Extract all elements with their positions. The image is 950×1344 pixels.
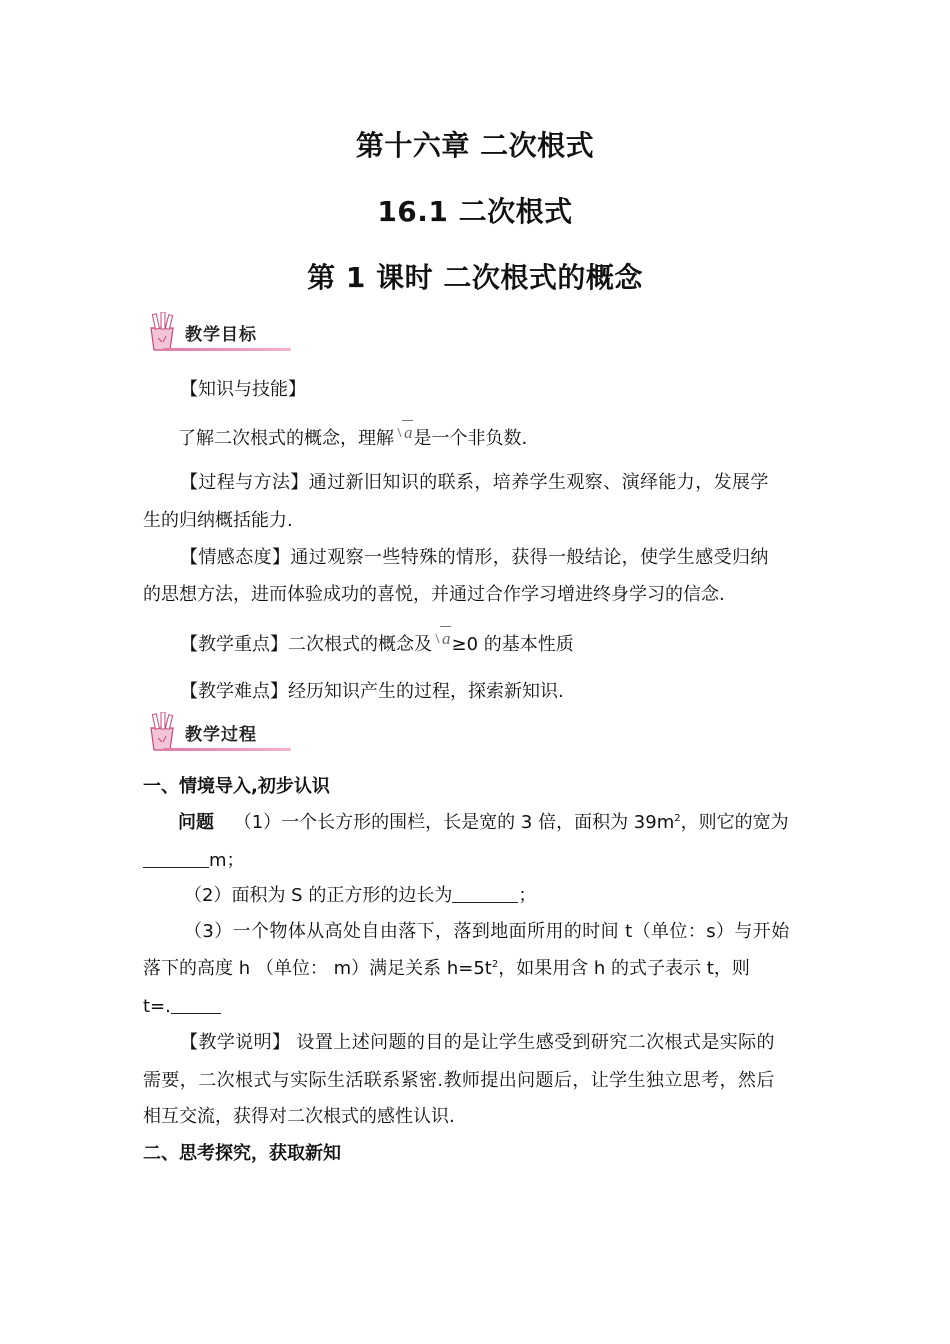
question-3-line-1: （3）一个物体从高处自由落下，落到地面所用的时间 t（单位：s）与开始 — [184, 921, 790, 942]
pencil-cup-icon — [143, 712, 183, 752]
lesson-title: 第 1 课时 二次根式的概念 — [307, 261, 643, 294]
section-heading-1: 一、情境导入,初步认识 — [143, 776, 330, 797]
q1-post: ，则它的宽为 — [680, 812, 789, 833]
teaching-note-line-2: 需要，二次根式与实际生活联系紧密.教师提出问题后，让学生独立思考，然后 — [143, 1070, 775, 1091]
chapter-title: 第十六章 二次根式 — [355, 129, 595, 162]
sqrt-a: a — [433, 626, 451, 652]
q3-l2-pre: 落下的高度 h （单位： m）满足关系 h=5t — [143, 958, 492, 979]
teaching-note-line-1: 【教学说明】 设置上述问题的目的是让学生感受到研究二次根式是实际的 — [180, 1032, 775, 1053]
badge-underline — [163, 348, 291, 351]
question-label: 问题 — [178, 812, 214, 833]
question-2 — [184, 883, 536, 909]
emotion-line-2: 的思想方法，进而体验成功的喜悦，并通过合作学习增进终身学习的信念. — [143, 584, 725, 605]
process-method-line-2: 生的归纳概括能力. — [143, 510, 293, 531]
section-title: 16.1 二次根式 — [377, 195, 573, 228]
knowledge-pre: 了解二次根式的概念，理解 — [178, 428, 394, 449]
teaching-goals-badge — [143, 318, 291, 354]
badge-label: 教学目标 — [185, 325, 257, 345]
q1-sup: 2 — [674, 813, 681, 824]
question-3-line-2 — [143, 956, 750, 982]
answer-blank[interactable] — [171, 995, 221, 1014]
key-point — [180, 626, 574, 658]
answer-blank[interactable] — [143, 849, 209, 868]
q3-l2-post: ，如果用含 h 的式子表示 t，则 — [498, 958, 750, 979]
badge-label: 教学过程 — [185, 725, 257, 745]
section-heading-2: 二、思考探究，获取新知 — [143, 1143, 341, 1164]
question-1-blank-line — [143, 848, 245, 874]
q2-post: ； — [518, 885, 537, 906]
q1-pre: （1）一个长方形的围栏，长是宽的 3 倍，面积为 39m — [233, 812, 675, 833]
teaching-note-line-3: 相互交流，获得对二次根式的感性认识. — [143, 1106, 455, 1127]
emotion-line-1: 【情感态度】通过观察一些特殊的情形，获得一般结论，使学生感受归纳 — [180, 547, 769, 568]
question-1 — [178, 810, 789, 836]
q2-pre: （2）面积为 S 的正方形的边长为 — [184, 885, 453, 906]
q3-l3: t=. — [143, 996, 171, 1017]
key-post: ≥0 的基本性质 — [451, 634, 574, 655]
sqrt-a: a — [395, 420, 413, 446]
key-pre: 【教学重点】二次根式的概念及 — [180, 634, 432, 655]
pencil-cup-icon — [143, 312, 183, 352]
knowledge-post: 是一个非负数. — [413, 428, 528, 449]
knowledge-label: 【知识与技能】 — [180, 379, 306, 400]
process-method-line-1: 【过程与方法】通过新旧知识的联系，培养学生观察、演绎能力，发展学 — [180, 472, 769, 493]
q3-sup: 2 — [491, 959, 499, 970]
badge-underline — [163, 748, 291, 751]
knowledge-text — [178, 420, 527, 452]
teaching-process-badge — [143, 718, 291, 754]
question-3-line-3 — [143, 994, 221, 1020]
difficulty: 【教学难点】经历知识产生的过程，探索新知识. — [180, 681, 564, 702]
answer-blank[interactable] — [452, 884, 518, 903]
q1-unit: m； — [209, 850, 245, 871]
